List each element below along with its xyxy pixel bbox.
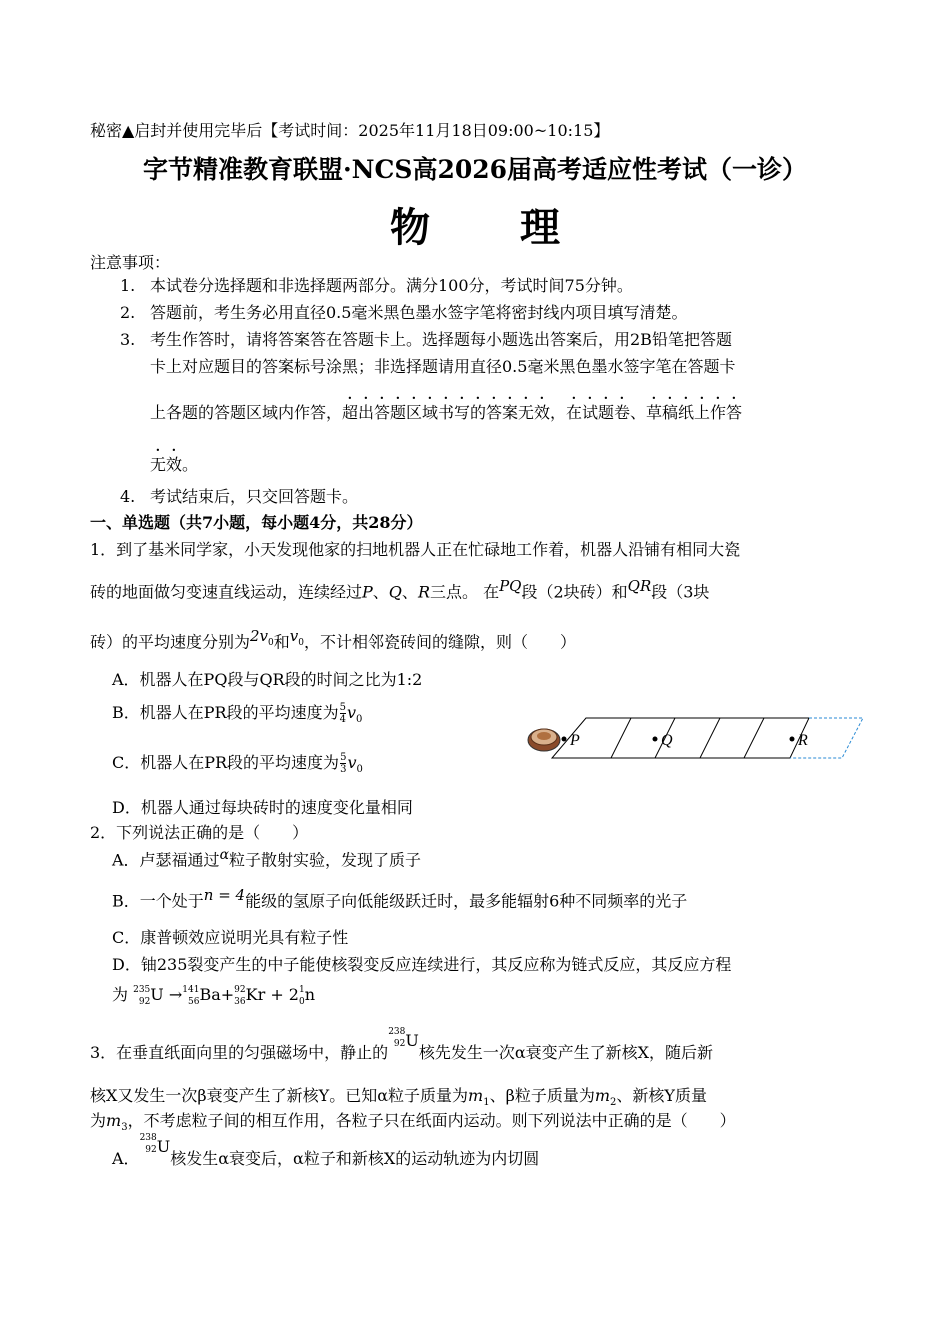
q1-line2: 砖的地面做匀变速直线运动，连续经过P、Q、R三点。 在$^{PQ}$段（2块砖）和$^{QR}$段（3块: [90, 577, 710, 602]
notice-item-1: 1. 本试卷分选择题和非选择题两部分。满分100分，考试时间75分钟。: [120, 276, 633, 295]
notice-item-3-line3: 上各题的答题区域内作答，超出答题区域书写的答案无效，在试题卷、草稿纸上作答: [150, 403, 743, 422]
q3-line3: 为$m_3$，不考虑粒子间的相互作用，各粒子只在纸面内运动。则下列说法中正确的是（ ）: [90, 1111, 736, 1134]
q1-option-c: C．机器人在PR段的平均速度为 $\frac{5}{3}$ $v_0$: [112, 752, 363, 776]
notice-item-3: 3. 考生作答时，请将答案答在答题卡上。选择题每小题选出答案后，用2B铅笔把答题: [120, 330, 732, 349]
notice-item-3-line2: 卡上对应题目的答案标号涂黑；非选择题请用直径0.5毫米黑色墨水签字笔在答题卡: [150, 357, 736, 376]
q1-line1: 1．到了基米同学家，小天发现他家的扫地机器人正在忙碌地工作着，机器人沿铺有相同大瓷: [90, 540, 741, 559]
notice-item-2: 2. 答题前，考生务必用直径0.5毫米黑色墨水签字笔将密封线内项目填写清楚。: [120, 303, 688, 322]
point-q: [653, 737, 658, 742]
q2-option-a: A．卢瑟福通过$^\alpha$粒子散射实验，发现了质子: [112, 847, 422, 870]
subject-char-2: 理: [520, 204, 560, 251]
q1-option-b: B．机器人在PR段的平均速度为 $\frac{5}{4}$ $v_0$: [112, 702, 363, 726]
point-p: [562, 737, 567, 742]
q2-option-c: C．康普顿效应说明光具有粒子性: [112, 928, 349, 947]
q2-option-d: D．铀235裂变产生的中子能使核裂变反应连续进行，其反应称为链式反应，其反应方程: [112, 955, 732, 974]
q1-line3: 砖）的平均速度分别为$^{2v_0}$和$^{v_0}$，不计相邻瓷砖间的缝隙，则（ ）: [90, 627, 577, 652]
section-heading: 一、单选题（共7小题，每小题4分，共28分）: [90, 513, 423, 532]
tiles: [552, 718, 809, 758]
q3-line2: 核X又发生一次β衰变产生了新核Y。已知α粒子质量为$m_1$、β粒子质量为$m_2$、新核Y质量: [90, 1086, 707, 1109]
q1-option-d: D．机器人通过每块砖时的速度变化量相同: [112, 798, 413, 817]
exam-title: 字节精准教育联盟·NCS高2026届高考适应性考试（一诊）: [142, 155, 808, 184]
notice-item-4: 4. 考试结束后，只交回答题卡。: [120, 487, 359, 506]
label-r: R: [798, 732, 808, 749]
q3-line1: 3．在垂直纸面向里的匀强磁场中，静止的 238 92 U核先发生一次α衰变产生了新核X，随后新: [90, 1027, 714, 1062]
subject-char-1: 物: [390, 204, 430, 251]
robot-icon: [528, 729, 560, 751]
q3-option-a: A． 238 92 U核发生α衰变后，α粒子和新核X的运动轨迹为内切圆: [112, 1133, 540, 1168]
label-p: P: [570, 732, 580, 749]
point-r: [790, 737, 795, 742]
q2-stem: 2．下列说法正确的是（ ）: [90, 823, 309, 842]
subject-title: [0, 196, 950, 253]
confidential-line: 秘密▲启封并使用完毕后【考试时间：2025年11月18日09:00~10:15】: [90, 121, 610, 140]
notice-heading: 注意事项：: [90, 253, 171, 272]
notice-item-3-line4: 无效。: [150, 455, 199, 474]
q2-option-d-equation: 为 235 92 U → 141 56 Ba+ 92 36 Kr + 2 1 0 n: [112, 984, 316, 1007]
fraction: $\frac{5}{4}$: [339, 702, 346, 725]
q1-option-a: A．机器人在PQ段与QR段的时间之比为1:2: [112, 670, 423, 689]
fraction: $\frac{5}{3}$: [340, 752, 347, 775]
label-q: Q: [661, 732, 673, 749]
tile-diagram: [520, 710, 865, 766]
q2-option-b: B．一个处于$^{n = 4}$能级的氢原子向低能级跃迁时，最多能辐射6种不同频率的光子: [112, 886, 688, 911]
